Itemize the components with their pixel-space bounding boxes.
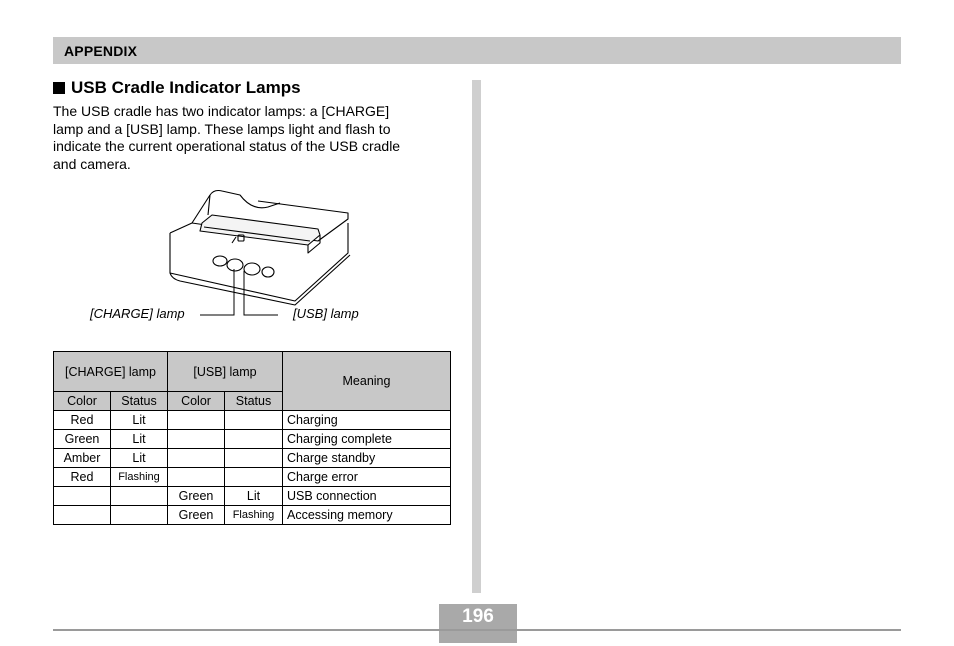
usb-color-cell (168, 411, 225, 430)
meaning-cell: Charge standby (283, 449, 451, 468)
usb-color-cell: Green (168, 487, 225, 506)
meaning-header: Meaning (283, 352, 451, 411)
usb-status-cell: Flashing (225, 506, 283, 525)
intro-line: The USB cradle has two indicator lamps: a [CHARGE] (53, 103, 390, 119)
intro-line: and camera. (53, 155, 131, 172)
usb-color-cell (168, 468, 225, 487)
usb-status-cell (225, 430, 283, 449)
usb-status-cell (225, 449, 283, 468)
table-row (54, 506, 451, 525)
charge-status-cell: Flashing (111, 468, 168, 487)
usb-color-cell (168, 449, 225, 468)
charge-color-cell (54, 506, 111, 525)
usb-color-cell (168, 430, 225, 449)
charge-color-cell: Red (54, 468, 111, 487)
charge-status-cell: Lit (111, 411, 168, 430)
meaning-cell: Charging complete (283, 430, 451, 449)
charge-status-cell (111, 487, 168, 506)
footer-rule (53, 629, 901, 631)
section-heading-text: USB Cradle Indicator Lamps (71, 78, 301, 97)
meaning-cell: Charging (283, 411, 451, 430)
intro-line: lamp and a [USB] lamp. These lamps light and flash to (53, 120, 391, 137)
charge-lamp-label: [CHARGE] lamp (90, 306, 185, 321)
usb-status-cell: Lit (225, 487, 283, 506)
table-row (54, 468, 451, 487)
usb-status-cell (225, 411, 283, 430)
status-header: Status (111, 392, 168, 411)
charge-status-cell (111, 506, 168, 525)
charge-color-cell (54, 487, 111, 506)
usb-color-cell: Green (168, 506, 225, 525)
color-header: Color (54, 392, 111, 411)
charge-lamp-header: [CHARGE] lamp (54, 352, 168, 392)
page-number: 196 (439, 604, 517, 630)
meaning-cell: USB connection (283, 487, 451, 506)
charge-status-cell: Lit (111, 430, 168, 449)
meaning-cell: Accessing memory (283, 506, 451, 525)
usb-lamp-header: [USB] lamp (168, 352, 283, 392)
charge-color-cell: Amber (54, 449, 111, 468)
charge-color-cell: Red (54, 411, 111, 430)
lamp-status-table (53, 351, 451, 525)
header-title: APPENDIX (64, 43, 138, 59)
color-header: Color (168, 392, 225, 411)
meaning-cell: Charge error (283, 468, 451, 487)
usb-status-cell (225, 468, 283, 487)
table-header-row (54, 352, 451, 392)
table-row (54, 411, 451, 430)
page-number-tab (439, 631, 517, 643)
charge-status-cell: Lit (111, 449, 168, 468)
table-row (54, 449, 451, 468)
status-header: Status (225, 392, 283, 411)
charge-color-cell: Green (54, 430, 111, 449)
table-row (54, 430, 451, 449)
table-row (54, 487, 451, 506)
intro-line: indicate the current operational status of the USB cradle (53, 138, 401, 154)
usb-lamp-label: [USB] lamp (293, 306, 359, 321)
